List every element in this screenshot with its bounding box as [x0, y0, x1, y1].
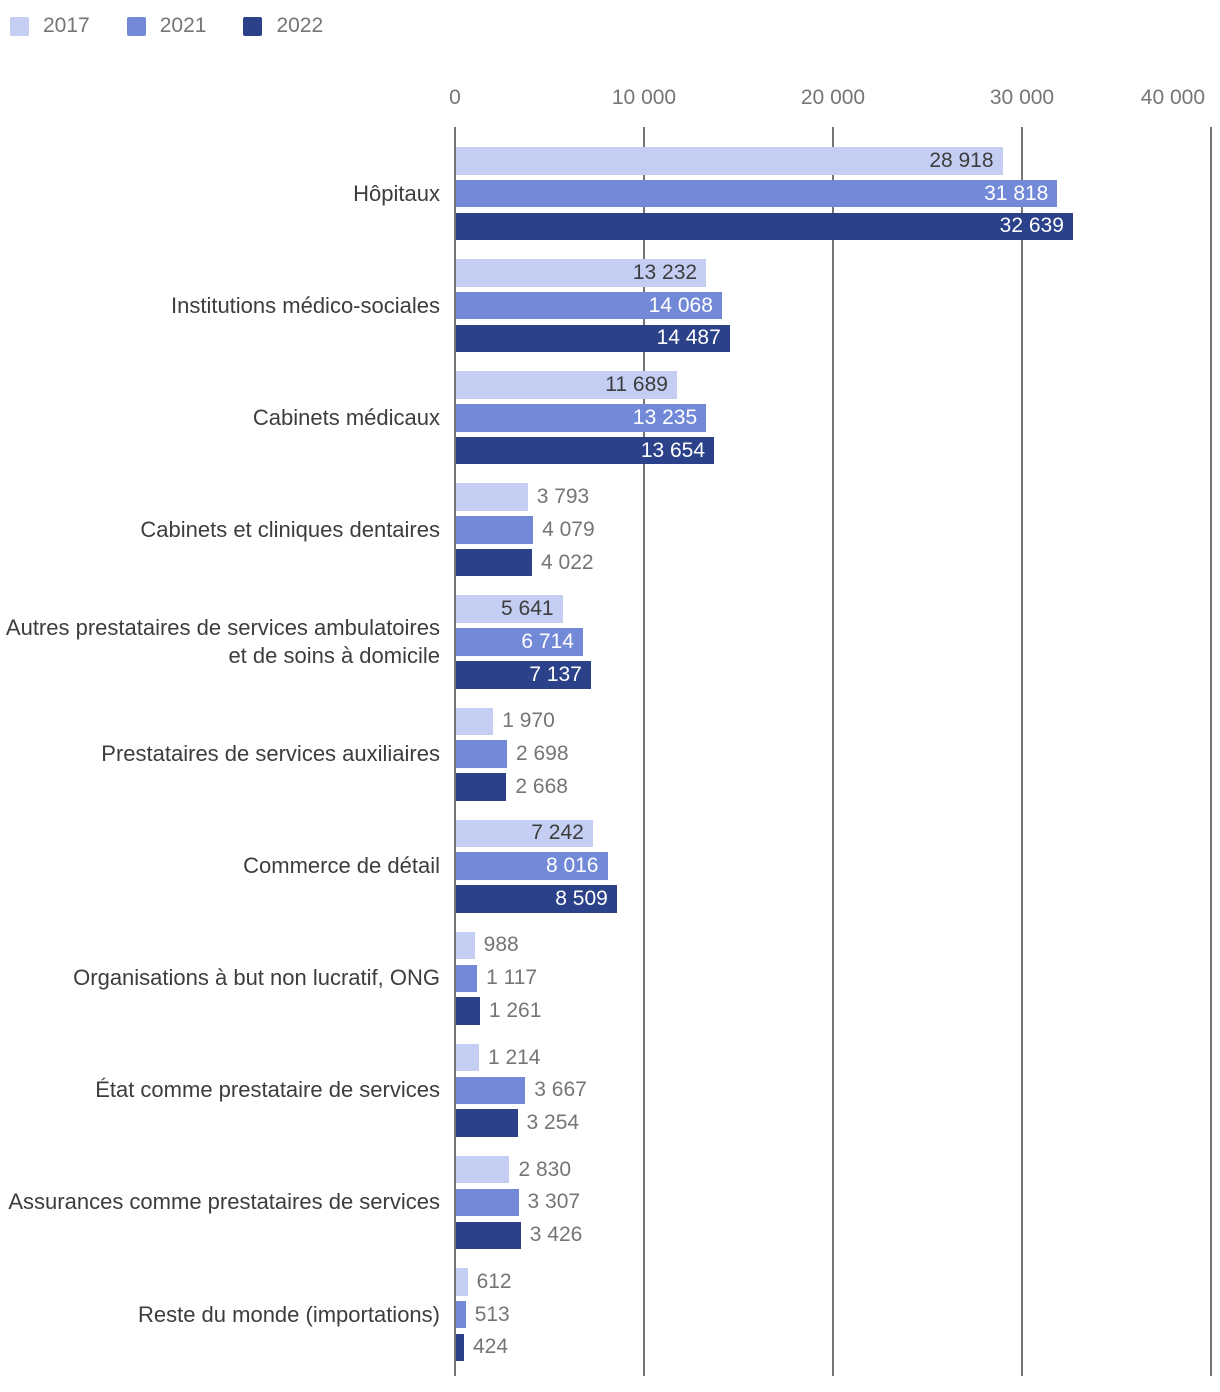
- bar-2017: [456, 147, 1003, 175]
- bar-value-label: 988: [483, 933, 519, 957]
- bar-value-label: 32 639: [999, 214, 1064, 238]
- bar-value-label: 3 793: [536, 485, 590, 509]
- bar-value-label: 424: [473, 1335, 509, 1359]
- bar-2022: [456, 1109, 518, 1137]
- bar-value-label: 3 254: [526, 1111, 580, 1135]
- bar-value-label: 31 818: [984, 181, 1049, 205]
- bar-value-label: 28 918: [929, 148, 994, 172]
- bar-2021: [456, 516, 533, 544]
- category-label: État comme prestataire de services: [95, 1077, 440, 1103]
- bar-2017: [456, 483, 528, 511]
- bar-2017: [456, 1156, 509, 1184]
- bar-value-label: 2 668: [515, 774, 568, 798]
- bar-2017: [456, 708, 493, 736]
- bar-value-label: 1 214: [487, 1045, 541, 1069]
- bar-value-label: 5 641: [501, 597, 554, 621]
- x-axis-tick-label: 0: [449, 86, 461, 109]
- bar-value-label: 2 830: [518, 1157, 572, 1181]
- bar-2022: [456, 1334, 464, 1362]
- bar-value-label: 3 667: [534, 1078, 587, 1102]
- bar-2021: [456, 1301, 466, 1329]
- gridline: [832, 127, 834, 1376]
- bar-value-label: 7 137: [529, 662, 582, 686]
- bar-value-label: 513: [474, 1302, 510, 1326]
- bar-value-label: 1 261: [488, 999, 542, 1023]
- bar-value-label: 8 016: [545, 854, 599, 878]
- bar-2021: [456, 1189, 519, 1217]
- bar-2022: [456, 773, 506, 801]
- bar-value-label: 612: [476, 1269, 512, 1293]
- bar-value-label: 4 022: [541, 550, 594, 574]
- category-label: Institutions médico-sociales: [170, 292, 440, 318]
- bar-2017: [456, 1044, 479, 1072]
- bar-value-label: 11 689: [605, 372, 668, 396]
- bar-value-label: 7 242: [531, 821, 584, 845]
- bar-2017: [456, 932, 475, 960]
- x-axis-tick-label: 20 000: [800, 86, 866, 109]
- bar-value-label: 6 714: [521, 629, 574, 653]
- category-label: Cabinets et cliniques dentaires: [140, 516, 440, 542]
- bar-2022: [456, 1222, 521, 1250]
- gridline: [1021, 127, 1023, 1376]
- bar-value-label: 8 509: [555, 886, 608, 910]
- bar-value-label: 3 426: [529, 1223, 583, 1247]
- bar-value-label: 14 068: [648, 293, 713, 317]
- bar-2022: [456, 997, 480, 1025]
- category-label: Autres prestataires de services ambulatoires et de soins à domicile: [5, 614, 440, 668]
- legend-label-2021: 2021: [159, 14, 207, 37]
- x-axis-tick-label: 40 000: [1140, 86, 1205, 109]
- bar-2021: [456, 965, 477, 993]
- bar-2021: [456, 180, 1057, 208]
- bar-2022: [456, 213, 1073, 241]
- category-label: Prestataires de services auxiliaires: [101, 741, 440, 766]
- x-axis-tick-label: 10 000: [611, 86, 677, 109]
- bar-2021: [456, 1077, 525, 1105]
- bar-value-label: 1 117: [486, 966, 538, 990]
- bar-value-label: 1 970: [502, 709, 555, 733]
- category-label: Reste du monde (importations): [137, 1301, 440, 1327]
- gridline: [1210, 127, 1212, 1376]
- category-label: Organisations à but non lucratif, ONG: [73, 965, 440, 991]
- bar-2022: [456, 549, 532, 577]
- category-label: Commerce de détail: [243, 853, 440, 879]
- bar-value-label: 13 235: [632, 405, 698, 429]
- bar-value-label: 2 698: [515, 742, 569, 766]
- bar-value-label: 13 232: [632, 260, 698, 284]
- category-label: Assurances comme prestataires de services: [8, 1189, 440, 1215]
- legend-label-2017: 2017: [43, 14, 90, 37]
- bar-value-label: 13 654: [640, 438, 706, 462]
- x-axis-tick-label: 30 000: [989, 86, 1055, 109]
- bar-value-label: 4 079: [542, 517, 595, 541]
- bar-value-label: 3 307: [527, 1190, 581, 1214]
- bar-2017: [456, 1268, 468, 1296]
- category-label: Cabinets médicaux: [252, 404, 440, 430]
- legend-label-2022: 2022: [276, 14, 324, 37]
- category-label: Hôpitaux: [353, 180, 440, 206]
- bar-2021: [456, 740, 507, 768]
- bar-value-label: 14 487: [656, 326, 721, 350]
